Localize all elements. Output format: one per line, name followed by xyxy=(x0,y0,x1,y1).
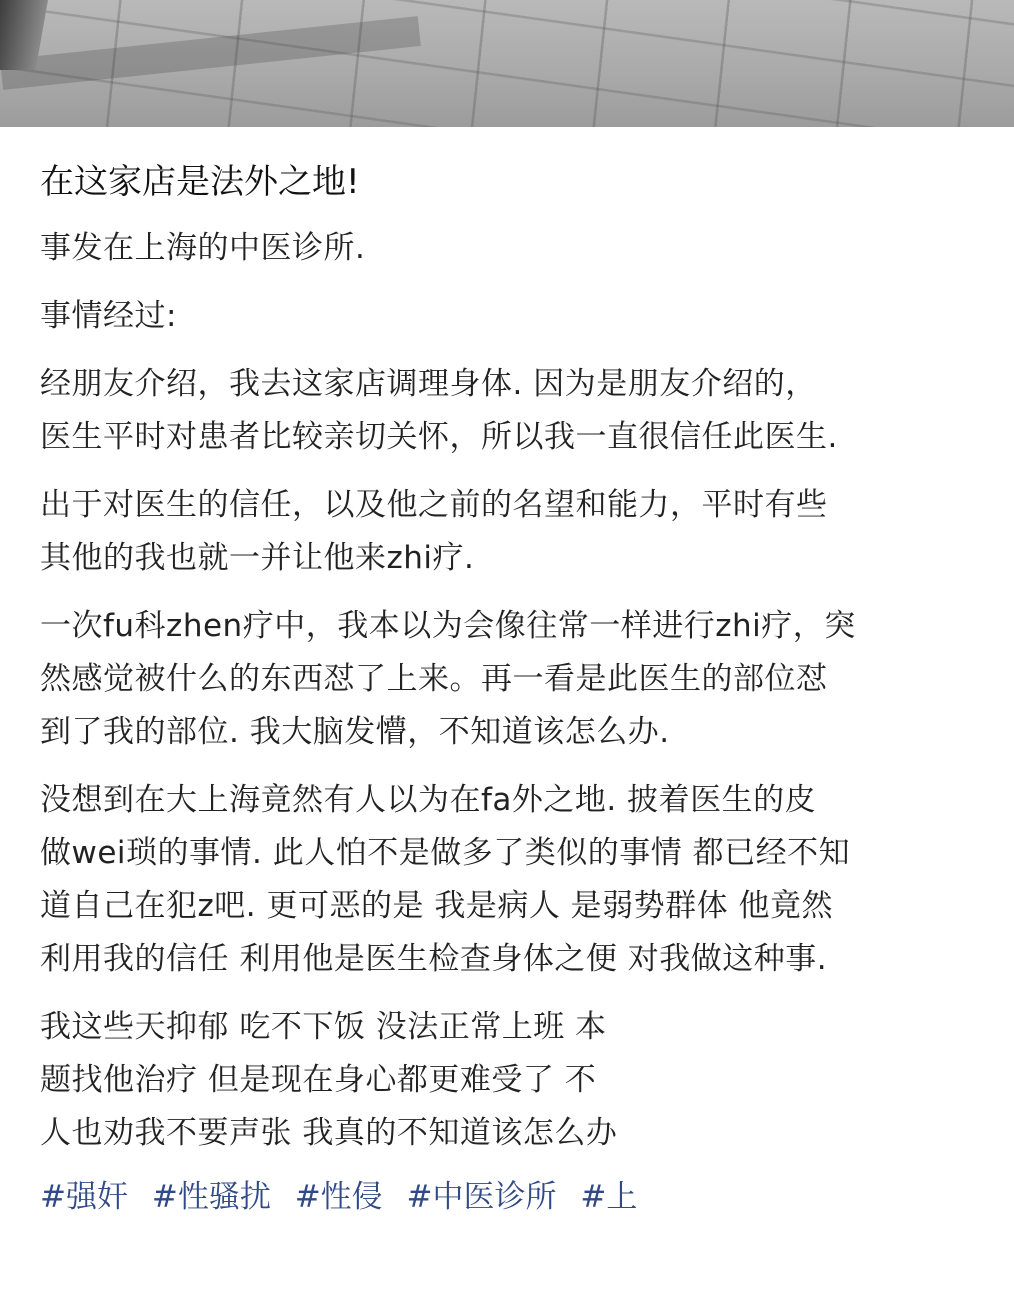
paragraph-line: 题找他治疗 但是现在身心都更难受了 不 xyxy=(40,1062,597,1098)
paragraph-line: 利用我的信任 利用他是医生检查身体之便 对我做这种事. xyxy=(40,941,828,977)
faded-section xyxy=(40,1001,990,1219)
hashtag-link[interactable]: #中医诊所 xyxy=(406,1179,557,1215)
header-photo xyxy=(0,0,1014,127)
paragraph-line: 做wei琐的事情. 此人怕不是做多了类似的事情 都已经不知 xyxy=(40,835,851,871)
paragraph-line: 人也劝我不要声张 我真的不知道该怎么办 xyxy=(40,1115,618,1151)
post-title: 在这家店是法外之地! xyxy=(40,162,360,202)
paragraph-line: 道自己在犯z吧. 更可恶的是 我是病人 是弱势群体 他竟然 xyxy=(40,888,834,924)
paragraph-line: 没想到在大上海竟然有人以为在fa外之地. 披着医生的皮 xyxy=(40,782,817,818)
paragraph-line: 一次fu科zhen疗中，我本以为会像往常一样进行zhi疗，突 xyxy=(40,608,856,644)
hashtag-link[interactable]: #性侵 xyxy=(294,1179,383,1215)
paragraph-line: 经朋友介绍，我去这家店调理身体. 因为是朋友介绍的， xyxy=(40,366,817,402)
paragraph-line: 医生平时对患者比较亲切关怀，所以我一直很信任此医生. xyxy=(40,419,838,455)
paragraph-line: 到了我的部位. 我大脑发懵，不知道该怎么办. xyxy=(40,714,670,750)
photo-shadow xyxy=(0,16,421,90)
hashtag-link[interactable]: #强奸 xyxy=(40,1179,128,1215)
paragraph-line: 其他的我也就一并让他来zhi疗. xyxy=(40,540,475,576)
paragraph-line: 事情经过: xyxy=(40,298,177,334)
paragraph xyxy=(40,222,990,275)
paragraph xyxy=(40,479,990,585)
paragraph-line: 出于对医生的信任，以及他之前的名望和能力，平时有些 xyxy=(40,487,828,523)
truncation-fade xyxy=(710,1001,1010,1219)
paragraph xyxy=(40,290,990,343)
post-body xyxy=(40,150,990,1219)
paragraph-line: 我这些天抑郁 吃不下饭 没法正常上班 本 xyxy=(40,1009,607,1045)
hashtag-link[interactable]: #上 xyxy=(580,1179,638,1215)
paragraph xyxy=(40,358,990,464)
paragraph xyxy=(40,774,990,986)
paragraph-line: 事发在上海的中医诊所. xyxy=(40,230,366,266)
paragraph-line: 然感觉被什么的东西怼了上来。再一看是此医生的部位怼 xyxy=(40,661,828,697)
hashtag-link[interactable]: #性骚扰 xyxy=(151,1179,271,1215)
paragraph xyxy=(40,600,990,759)
